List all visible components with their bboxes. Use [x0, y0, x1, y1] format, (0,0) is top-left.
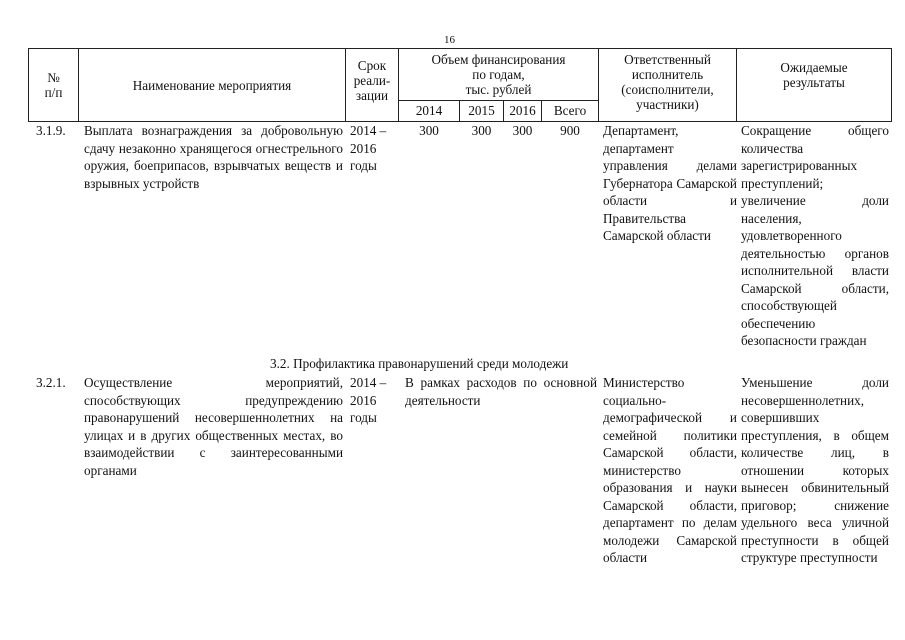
row-term: 2014 – 2016 годы: [350, 375, 387, 425]
row-term: 2014 – 2016 годы: [350, 123, 387, 173]
header-name: Наименование мероприятия: [132, 78, 292, 93]
header-funding: Объем финансирования по годам, тыс. рублей: [431, 52, 566, 97]
row-results: Уменьшение доли несовершеннолетних, совершивших преступления, в общем количестве лиц, в отношении которых вынесен обвинительный приговор; снижение удельного веса уличной преступности в общей структуре преступности: [741, 375, 889, 565]
row-amount-total: 900: [560, 123, 580, 138]
page-number: 16: [444, 34, 455, 46]
row-executor: Департамент, департамент управления делами Губернатора Самарской области и Правительства Самарской области: [603, 123, 737, 243]
header-term: Срок реали- зации: [353, 58, 391, 103]
header-year-2016: 2016: [509, 103, 536, 118]
header-year-2015: 2015: [468, 103, 495, 118]
row-name: Выплата вознаграждения за добровольную сдачу незаконно хранящегося огнестрельного оружия, боеприпасов, взрывчатых веществ и взрывных устройств: [84, 123, 343, 191]
row-amount-2014: 300: [419, 123, 439, 138]
row-executor: Министерство социально-демографической и семейной политики Самарской области, министерство образования и науки Самарской области, департамент по делам молодежи Самарской области: [603, 375, 737, 565]
header-results: Ожидаемые результаты: [780, 60, 848, 90]
row-funding-note: В рамках расходов по основной деятельности: [405, 375, 597, 408]
section-title: 3.2. Профилактика правонарушений среди молодежи: [270, 356, 569, 371]
row-name: Осуществление мероприятий, способствующих предупреждению правонарушений несовершеннолетних на улицах и в других общественных местах, во взаимодействии с заинтересованными органами: [84, 375, 343, 478]
row-amount-2016: 300: [512, 123, 533, 138]
header-num: № п/п: [44, 70, 63, 100]
row-amount-2015: 300: [471, 123, 492, 138]
row-number: 3.1.9.: [36, 123, 66, 138]
header-year-2014: 2014: [415, 103, 443, 118]
header-year-total: Всего: [553, 103, 587, 118]
row-results: Сокращение общего количества зарегистрированных преступлений; увеличение доли населения, удовлетворенного деятельностью органов исполнительной власти Самарской области, способствующей обеспечению безопасности граждан: [741, 123, 889, 348]
row-number: 3.2.1.: [36, 375, 66, 390]
header-executor: Ответственный исполнитель (соисполнители, участники): [621, 52, 714, 112]
